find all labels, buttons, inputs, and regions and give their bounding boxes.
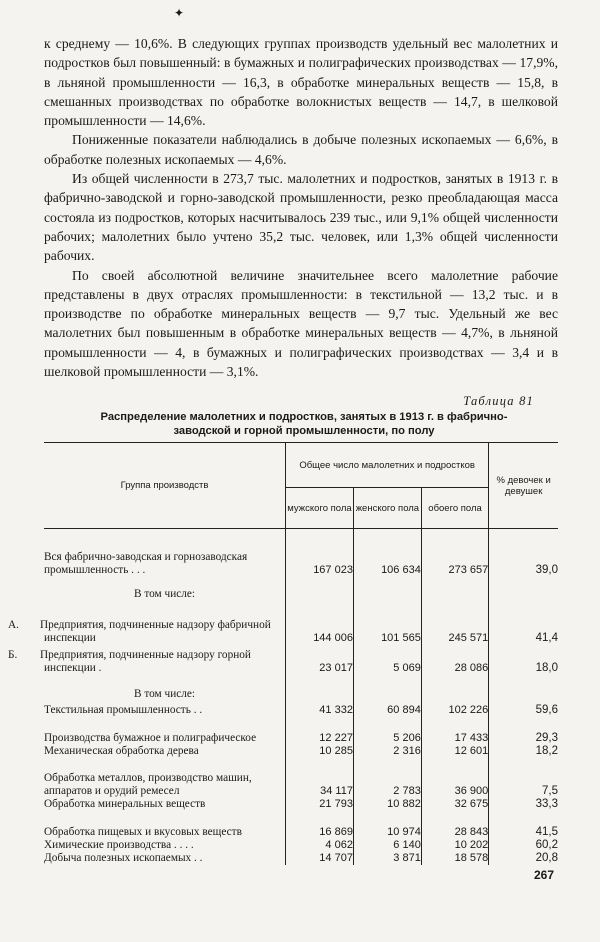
- cell-pct: 29,3: [489, 717, 558, 745]
- cell-male: 34 117: [286, 758, 354, 798]
- spacer-row: [44, 529, 558, 547]
- cell-both: 10 202: [421, 839, 488, 852]
- cell-male: 23 017: [286, 645, 354, 675]
- subheading-row: [44, 675, 558, 701]
- row-letter: Б.: [8, 648, 18, 661]
- cell-both: 17 433: [421, 717, 488, 745]
- printer-mark-icon: ✦: [174, 6, 185, 20]
- cell-male: 144 006: [286, 601, 354, 645]
- row-letter: А.: [8, 618, 19, 631]
- cell-female: 60 894: [353, 701, 421, 717]
- cell-both: 28 843: [421, 811, 488, 839]
- cell-female: 6 140: [353, 839, 421, 852]
- table-title: Распределение малолетних и подростков, занятых в 1913 г. в фабрично-заводской и горной промышленности, по полу: [100, 411, 508, 437]
- cell-male: 21 793: [286, 798, 354, 811]
- cell-male: 12 227: [286, 717, 354, 745]
- cell-male: 14 707: [286, 852, 354, 865]
- table-row: [44, 645, 558, 675]
- table-row: [44, 758, 558, 798]
- cell-both: 18 578: [421, 852, 488, 865]
- table-row: [44, 601, 558, 645]
- table-row: [44, 701, 558, 717]
- cell-female: 2 316: [353, 745, 421, 758]
- cell-female: 5 206: [353, 717, 421, 745]
- row-name: Вся фабрично-заводская и горнозаводская промышленность . . .: [44, 550, 248, 576]
- header-total: Общее число малолетних и подростков: [286, 443, 489, 488]
- header-pct: % девочек и девушек: [489, 443, 558, 529]
- paragraph-1: к среднему — 10,6%. В следующих группах производств удельный вес малолетних и подростков был повышенный: в бумажных и полиграфических производствах — 17,9%, в льняной промышленности — 16,3, в обработке минеральных веществ — 15,8, в смешанных производствах по обработке волокнистых веществ — 14,7, в шелковой промышленности — 14,6%.: [44, 36, 558, 129]
- row-name: Механическая обработка дерева: [44, 744, 199, 757]
- cell-pct: 41,4: [489, 601, 558, 645]
- cell-pct: 59,6: [489, 701, 558, 717]
- cell-both: 28 086: [421, 645, 488, 675]
- subheading: В том числе:: [133, 687, 196, 700]
- table-label: Таблица 81: [463, 394, 534, 408]
- cell-both: 102 226: [421, 701, 488, 717]
- paragraph-3: Из общей численности в 273,7 тыс. малолетних и подростков, занятых в 1913 г. в фабрично-заводской и горно-заводской промышленности, резко преобладающая масса состояла из подростков, которых насчитывалось 239 тыс., или 9,1% общей численности рабочих; малолетних было учтено 35,2 тыс. человек, или 1,3% общей численности рабочих.: [44, 171, 558, 264]
- table-row: [44, 547, 558, 577]
- body-text: [44, 34, 558, 381]
- row-name: Обработка минеральных веществ: [44, 797, 206, 810]
- cell-pct: 7,5: [489, 758, 558, 798]
- table-row: [44, 745, 558, 758]
- header-group: Группа производств: [44, 443, 286, 529]
- subheading-row: [44, 577, 558, 601]
- cell-male: 4 062: [286, 839, 354, 852]
- cell-male: 41 332: [286, 701, 354, 717]
- cell-pct: 20,8: [489, 852, 558, 865]
- header-male: мужского пола: [286, 488, 354, 529]
- table-row: [44, 852, 558, 865]
- cell-female: 101 565: [353, 601, 421, 645]
- cell-female: 3 871: [353, 852, 421, 865]
- cell-both: 12 601: [421, 745, 488, 758]
- paragraph-2: Пониженные показатели наблюдались в добыче полезных ископаемых — 6,6%, в обработке полезных ископаемых — 4,6%.: [44, 132, 558, 167]
- cell-both: 245 571: [421, 601, 488, 645]
- cell-female: 5 069: [353, 645, 421, 675]
- table-row: [44, 798, 558, 811]
- cell-pct: 18,2: [489, 745, 558, 758]
- cell-pct: 33,3: [489, 798, 558, 811]
- cell-male: 16 869: [286, 811, 354, 839]
- row-name: Производства бумажное и полиграфическое: [44, 731, 257, 744]
- row-name: Добыча полезных ископаемых . .: [44, 851, 203, 864]
- cell-male: 167 023: [286, 547, 354, 577]
- cell-both: 36 900: [421, 758, 488, 798]
- row-name: Предприятия, подчиненные надзору фабричной инспекции: [40, 618, 271, 644]
- cell-pct: 39,0: [489, 547, 558, 577]
- page-number: 267: [533, 868, 554, 882]
- cell-female: 10 882: [353, 798, 421, 811]
- cell-female: 106 634: [353, 547, 421, 577]
- table-row: [44, 811, 558, 839]
- cell-male: 10 285: [286, 745, 354, 758]
- cell-both: 273 657: [421, 547, 488, 577]
- table-row: [44, 839, 558, 852]
- row-name: Обработка пищевых и вкусовых веществ: [44, 825, 242, 838]
- row-name: Предприятия, подчиненные надзору горной инспекции .: [40, 648, 251, 674]
- subheading: В том числе:: [133, 587, 196, 600]
- cell-female: 2 783: [353, 758, 421, 798]
- paragraph-4: По своей абсолютной величине значительнее всего малолетние рабочие представлены в двух отраслях промышленности: в текстильной — 13,2 тыс. и в производстве по обработке минеральных веществ — 9,7 тыс. Удельный же вес малолетних был повышенным в обработке минеральных веществ — 4,7%, в льняной промышленности — 4, в бумажных и полиграфических производствах — 3,4 и в шелковой промышленности — 3,1%.: [44, 267, 558, 380]
- cell-pct: 60,2: [489, 839, 558, 852]
- header-female: женского пола: [353, 488, 421, 529]
- distribution-table: [8, 442, 558, 865]
- cell-female: 10 974: [353, 811, 421, 839]
- cell-pct: 41,5: [489, 811, 558, 839]
- header-both: обоего пола: [421, 488, 488, 529]
- row-name: Текстильная промышленность . .: [44, 703, 203, 716]
- cell-both: 32 675: [421, 798, 488, 811]
- table-row: [44, 717, 558, 745]
- cell-pct: 18,0: [489, 645, 558, 675]
- row-name: Химические производства . . . .: [44, 838, 194, 851]
- row-name: Обработка металлов, производство машин, аппаратов и орудий ремесел: [44, 771, 252, 797]
